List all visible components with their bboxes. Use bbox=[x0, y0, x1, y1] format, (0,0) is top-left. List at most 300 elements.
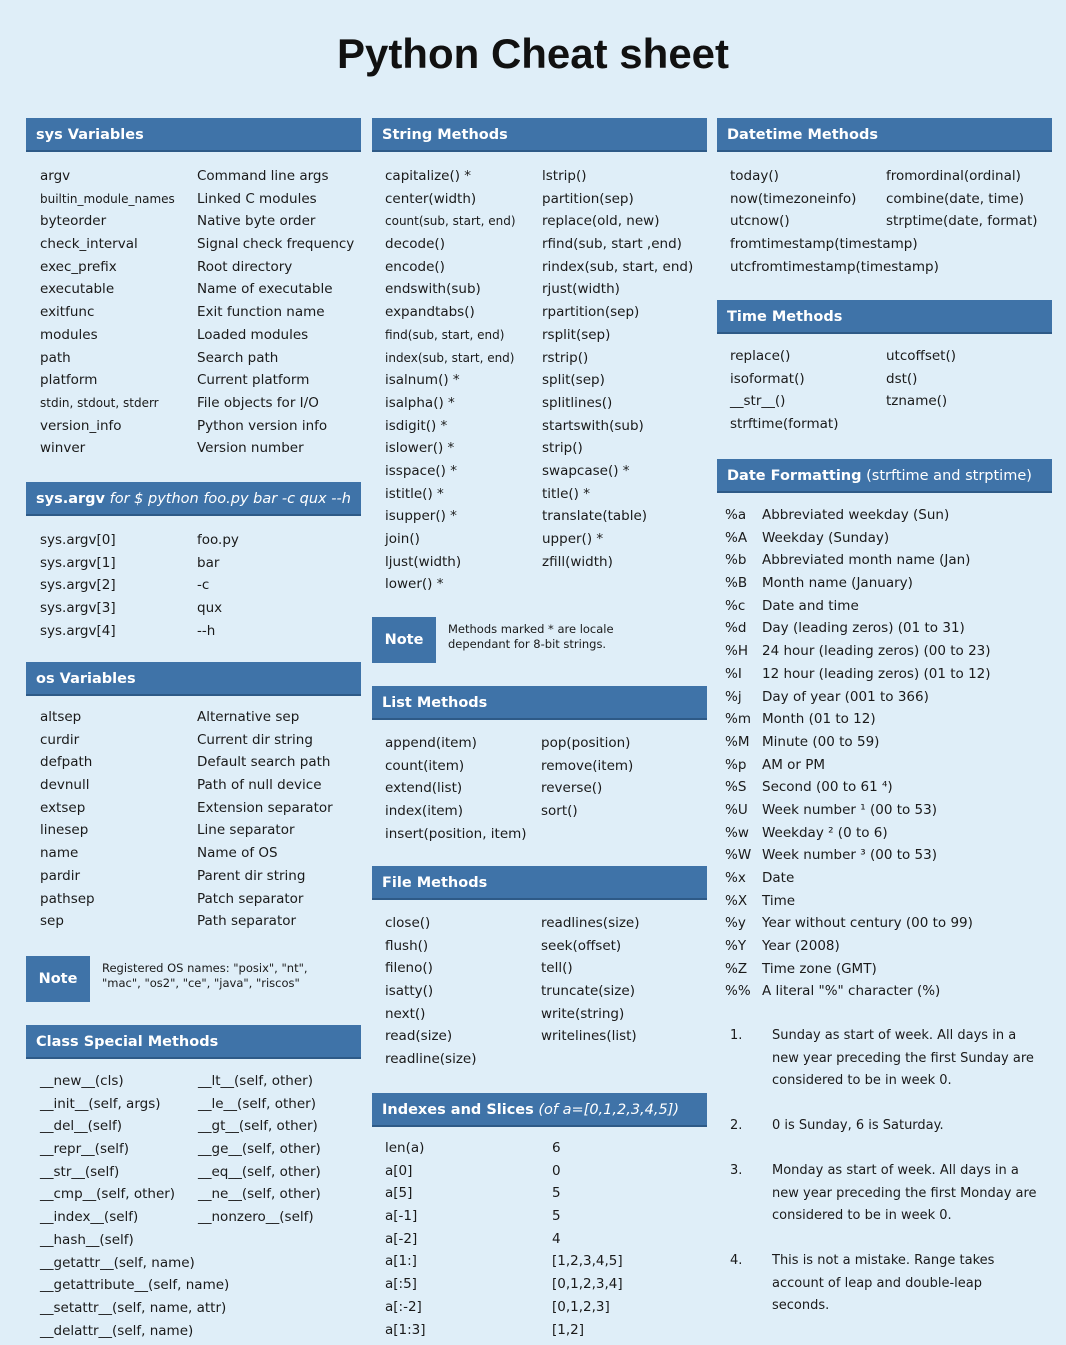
cell-key: %m bbox=[725, 711, 751, 728]
cell-key: %d bbox=[725, 620, 747, 637]
footnote-number: 1. bbox=[730, 1028, 743, 1043]
table-row bbox=[717, 504, 1052, 527]
section-header bbox=[717, 459, 1052, 493]
cell-key: expandtabs() bbox=[385, 304, 475, 321]
table-row bbox=[372, 980, 707, 1003]
cell-key: __repr__(self) bbox=[40, 1141, 130, 1158]
cell-value: split(sep) bbox=[542, 372, 605, 389]
table-row bbox=[372, 551, 707, 574]
table-row bbox=[26, 1161, 361, 1184]
table-row bbox=[372, 957, 707, 980]
cell-key: %I bbox=[725, 665, 742, 682]
cell-key: count(item) bbox=[385, 757, 465, 774]
table-row bbox=[717, 256, 1052, 279]
sys-argv-section bbox=[26, 482, 361, 642]
table-row bbox=[372, 823, 707, 846]
cell-key: exitfunc bbox=[40, 304, 95, 321]
cell-value: translate(table) bbox=[542, 508, 648, 525]
table-row bbox=[26, 233, 361, 256]
cell-value: Minute (00 to 59) bbox=[762, 733, 880, 750]
cell-value: 4 bbox=[552, 1230, 561, 1247]
table-row bbox=[372, 1228, 707, 1251]
cell-value: Linked C modules bbox=[197, 190, 317, 207]
cell-key: a[-2] bbox=[385, 1230, 418, 1247]
cell-value: utcoffset() bbox=[886, 348, 956, 364]
cell-value: Year without century (00 to 99) bbox=[762, 915, 973, 932]
table-body bbox=[26, 1070, 361, 1342]
cell-key: isalnum() * bbox=[385, 372, 460, 389]
cell-value: Month name (January) bbox=[762, 575, 913, 592]
cell-key: %b bbox=[725, 552, 747, 569]
cell-key: next() bbox=[385, 1005, 426, 1022]
cell-key: stdin, stdout, stderr bbox=[40, 395, 159, 410]
date-formatting-section bbox=[717, 459, 1052, 1003]
cell-key: exec_prefix bbox=[40, 258, 117, 275]
cell-value: reverse() bbox=[541, 780, 603, 797]
cell-value: Day of year (001 to 366) bbox=[762, 688, 929, 705]
cell-key: altsep bbox=[40, 709, 82, 725]
footnote bbox=[730, 1250, 1040, 1318]
cell-key: name bbox=[40, 845, 79, 862]
table-row bbox=[717, 188, 1052, 211]
cell-value: __eq__(self, other) bbox=[198, 1163, 321, 1180]
table-row bbox=[26, 819, 361, 842]
cell-key: utcnow() bbox=[730, 213, 790, 230]
cell-key: %x bbox=[725, 870, 746, 886]
class-methods-section bbox=[26, 1025, 361, 1342]
cell-value: Date bbox=[762, 870, 795, 886]
table-row bbox=[717, 867, 1052, 890]
table-body bbox=[26, 165, 361, 460]
cell-key: isalpha() * bbox=[385, 394, 455, 411]
cell-value: bar bbox=[197, 554, 220, 571]
cell-key: sys.argv[3] bbox=[40, 600, 116, 617]
table-row bbox=[26, 437, 361, 460]
section-header: File Methods bbox=[372, 866, 707, 900]
cell-key: a[1:3] bbox=[385, 1321, 426, 1338]
cell-value: remove(item) bbox=[541, 757, 634, 774]
table-row bbox=[717, 980, 1052, 1003]
cell-key: __hash__(self) bbox=[40, 1231, 134, 1248]
cell-value: pop(position) bbox=[541, 735, 631, 751]
cell-value: Current dir string bbox=[197, 731, 313, 748]
cell-key: find(sub, start, end) bbox=[385, 327, 505, 342]
cell-key: sep bbox=[40, 913, 64, 930]
table-row bbox=[717, 549, 1052, 572]
cell-value: [1,2] bbox=[552, 1321, 585, 1338]
cell-key: %U bbox=[725, 801, 748, 818]
cell-key: isdigit() * bbox=[385, 417, 448, 434]
table-row bbox=[26, 188, 361, 211]
cell-key: a[1:] bbox=[385, 1253, 417, 1270]
footnote bbox=[730, 1025, 1040, 1093]
table-row bbox=[372, 800, 707, 823]
cell-value: Current platform bbox=[197, 372, 310, 389]
table-row bbox=[372, 777, 707, 800]
datetime-methods-section bbox=[717, 118, 1052, 278]
table-body bbox=[372, 1137, 707, 1341]
cell-value: writelines(list) bbox=[541, 1028, 637, 1045]
table-row bbox=[372, 347, 707, 370]
cell-key: islower() * bbox=[385, 440, 455, 457]
cell-value: Weekday ² (0 to 6) bbox=[762, 824, 888, 841]
footnote bbox=[730, 1115, 1040, 1138]
section-header bbox=[372, 1093, 707, 1127]
table-row bbox=[26, 278, 361, 301]
section-header: os Variables bbox=[26, 662, 361, 696]
cell-value: partition(sep) bbox=[542, 190, 634, 207]
cell-value: combine(date, time) bbox=[886, 190, 1025, 207]
table-row bbox=[26, 552, 361, 575]
cell-key: istitle() * bbox=[385, 485, 444, 502]
header-main: Indexes and Slices bbox=[382, 1102, 534, 1118]
cell-value: Signal check frequency bbox=[197, 236, 355, 253]
cell-value: __gt__(self, other) bbox=[198, 1118, 318, 1135]
cell-key: sys.argv[1] bbox=[40, 554, 116, 571]
cell-key: linesep bbox=[40, 822, 89, 839]
table-row bbox=[717, 822, 1052, 845]
cell-key: pathsep bbox=[40, 890, 95, 907]
cell-value: __ge__(self, other) bbox=[198, 1141, 321, 1158]
table-row bbox=[372, 528, 707, 551]
table-row bbox=[372, 1273, 707, 1296]
cell-value: [1,2,3,4,5] bbox=[552, 1253, 623, 1270]
table-row bbox=[717, 912, 1052, 935]
footnote-text: This is not a mistake. Range takes account of leap and double-leap seconds. bbox=[772, 1252, 995, 1314]
table-row bbox=[372, 732, 707, 755]
cell-key: builtin_module_names bbox=[40, 191, 175, 206]
table-body bbox=[717, 504, 1052, 1003]
cell-key: count(sub, start, end) bbox=[385, 214, 516, 229]
cell-value: upper() * bbox=[542, 531, 604, 547]
table-body bbox=[372, 165, 707, 596]
cell-key: center(width) bbox=[385, 190, 477, 207]
table-row bbox=[717, 935, 1052, 958]
header-main: sys.argv bbox=[36, 491, 105, 507]
table-row bbox=[26, 597, 361, 620]
section-header: Time Methods bbox=[717, 300, 1052, 334]
cell-value: Time bbox=[762, 892, 796, 909]
cell-key: sys.argv[2] bbox=[40, 577, 116, 594]
table-row bbox=[26, 910, 361, 933]
cell-key: devnull bbox=[40, 777, 90, 794]
cell-value: strptime(date, format) bbox=[886, 213, 1038, 230]
cell-value: Loaded modules bbox=[197, 326, 309, 343]
cell-key: decode() bbox=[385, 236, 445, 253]
table-row bbox=[26, 1093, 361, 1116]
table-row bbox=[372, 1250, 707, 1273]
table-row bbox=[26, 165, 361, 188]
string-note bbox=[372, 617, 707, 663]
table-row bbox=[372, 1296, 707, 1319]
cell-key: utcfromtimestamp(timestamp) bbox=[730, 258, 939, 275]
cell-key: fromtimestamp(timestamp) bbox=[730, 236, 918, 253]
cell-key: %% bbox=[725, 983, 751, 1000]
cell-key: fileno() bbox=[385, 960, 433, 977]
section-header bbox=[26, 482, 361, 516]
cell-key: defpath bbox=[40, 754, 93, 771]
cell-key: isupper() * bbox=[385, 508, 457, 525]
table-row bbox=[372, 188, 707, 211]
cell-value: tzname() bbox=[886, 393, 948, 410]
cell-value: Week number ³ (00 to 53) bbox=[762, 847, 937, 864]
table-row bbox=[717, 617, 1052, 640]
cell-key: %j bbox=[725, 688, 742, 705]
table-row bbox=[372, 278, 707, 301]
table-row bbox=[717, 731, 1052, 754]
table-body bbox=[26, 706, 361, 933]
cell-key: extend(list) bbox=[385, 780, 463, 797]
table-row bbox=[372, 935, 707, 958]
cell-value: rjust(width) bbox=[542, 281, 620, 298]
cell-key: platform bbox=[40, 372, 98, 389]
table-row bbox=[717, 390, 1052, 413]
table-row bbox=[26, 1138, 361, 1161]
table-row bbox=[26, 842, 361, 865]
cell-key: isspace() * bbox=[385, 462, 457, 479]
footnote-text: 0 is Sunday, 6 is Saturday. bbox=[772, 1118, 944, 1134]
cell-value: Line separator bbox=[197, 822, 295, 839]
table-row bbox=[717, 890, 1052, 913]
cell-value: Weekday (Sunday) bbox=[762, 529, 890, 546]
table-row bbox=[26, 729, 361, 752]
cell-value: dst() bbox=[886, 370, 918, 387]
cell-key: executable bbox=[40, 281, 115, 298]
cell-value: Parent dir string bbox=[197, 867, 306, 884]
table-row bbox=[372, 1003, 707, 1026]
cell-key: check_interval bbox=[40, 236, 138, 253]
cell-value: Abbreviated weekday (Sun) bbox=[762, 507, 950, 523]
table-row bbox=[26, 347, 361, 370]
table-row bbox=[717, 708, 1052, 731]
note-label: Note bbox=[372, 617, 436, 663]
cell-key: len(a) bbox=[385, 1140, 425, 1156]
cell-key: version_info bbox=[40, 417, 122, 434]
cell-value: Name of executable bbox=[197, 281, 333, 298]
footnote-text: Monday as start of week. All days in a new year preceding the first Monday are considered to be in week 0. bbox=[772, 1162, 1037, 1224]
cell-key: %y bbox=[725, 915, 746, 932]
table-row bbox=[372, 392, 707, 415]
indexes-section bbox=[372, 1093, 707, 1341]
cell-key: a[5] bbox=[385, 1185, 413, 1202]
table-row bbox=[26, 574, 361, 597]
table-row bbox=[372, 324, 707, 347]
cell-key: a[0] bbox=[385, 1162, 413, 1179]
cell-value: Time zone (GMT) bbox=[762, 960, 877, 977]
cell-value: Date and time bbox=[762, 597, 859, 614]
table-body bbox=[372, 912, 707, 1071]
table-row bbox=[717, 663, 1052, 686]
table-row bbox=[717, 368, 1052, 391]
cell-value: Month (01 to 12) bbox=[762, 711, 876, 728]
table-row bbox=[717, 345, 1052, 368]
cell-key: __getattr__(self, name) bbox=[40, 1254, 195, 1271]
cell-value: __lt__(self, other) bbox=[198, 1073, 313, 1089]
cell-value: Year (2008) bbox=[762, 938, 840, 955]
table-row bbox=[717, 640, 1052, 663]
table-row bbox=[26, 324, 361, 347]
table-row bbox=[26, 256, 361, 279]
table-row bbox=[717, 754, 1052, 777]
cell-value: 5 bbox=[552, 1208, 561, 1225]
table-row bbox=[717, 165, 1052, 188]
cell-value: Root directory bbox=[197, 258, 293, 275]
cell-value: 0 bbox=[552, 1162, 561, 1179]
table-row bbox=[372, 1319, 707, 1342]
table-row bbox=[26, 888, 361, 911]
cell-value: Patch separator bbox=[197, 890, 304, 907]
section-header: Datetime Methods bbox=[717, 118, 1052, 152]
cell-key: __getattribute__(self, name) bbox=[40, 1277, 230, 1294]
cell-key: sys.argv[4] bbox=[40, 622, 116, 639]
table-row bbox=[26, 865, 361, 888]
cell-value: startswith(sub) bbox=[542, 417, 644, 434]
cell-key: argv bbox=[40, 168, 71, 184]
cell-key: close() bbox=[385, 915, 431, 931]
cell-key: __delattr__(self, name) bbox=[40, 1322, 194, 1339]
table-row bbox=[372, 460, 707, 483]
cell-value: seek(offset) bbox=[541, 937, 622, 954]
table-row bbox=[372, 1048, 707, 1071]
table-row bbox=[717, 958, 1052, 981]
table-row bbox=[26, 301, 361, 324]
table-row bbox=[26, 392, 361, 415]
cell-key: %a bbox=[725, 507, 747, 523]
cell-key: read(size) bbox=[385, 1028, 453, 1045]
cell-value: rindex(sub, start, end) bbox=[542, 258, 694, 275]
table-row bbox=[717, 210, 1052, 233]
cell-key: byteorder bbox=[40, 213, 107, 230]
cell-key: a[:-2] bbox=[385, 1298, 422, 1315]
table-row bbox=[717, 527, 1052, 550]
header-sub: (of a=[0,1,2,3,4,5]) bbox=[533, 1102, 680, 1118]
table-row bbox=[26, 706, 361, 729]
cell-key: modules bbox=[40, 326, 98, 343]
cell-key: __init__(self, args) bbox=[40, 1095, 161, 1112]
table-row bbox=[372, 369, 707, 392]
table-body bbox=[372, 732, 707, 845]
table-row bbox=[372, 415, 707, 438]
table-row bbox=[717, 776, 1052, 799]
table-row bbox=[26, 1274, 361, 1297]
table-row bbox=[372, 233, 707, 256]
cell-value: Week number ¹ (00 to 53) bbox=[762, 801, 937, 818]
table-row bbox=[26, 1229, 361, 1252]
cell-key: a[:5] bbox=[385, 1276, 417, 1293]
cell-value: title() * bbox=[542, 485, 590, 502]
cell-value: Version number bbox=[197, 440, 304, 457]
cell-value: Day (leading zeros) (01 to 31) bbox=[762, 620, 965, 637]
cell-key: curdir bbox=[40, 731, 80, 748]
table-row bbox=[26, 751, 361, 774]
cell-key: replace() bbox=[730, 348, 791, 364]
cell-value: __le__(self, other) bbox=[198, 1095, 316, 1112]
cell-key: %H bbox=[725, 643, 748, 660]
cell-value: Extension separator bbox=[197, 799, 333, 816]
cell-value: A literal "%" character (%) bbox=[762, 983, 941, 1000]
table-row bbox=[26, 1320, 361, 1343]
cell-key: strftime(format) bbox=[730, 416, 839, 433]
cell-value: [0,1,2,3] bbox=[552, 1298, 610, 1315]
cell-key: insert(position, item) bbox=[385, 825, 527, 842]
cell-value: replace(old, new) bbox=[542, 213, 660, 230]
table-row bbox=[26, 1070, 361, 1093]
cell-value: Default search path bbox=[197, 754, 331, 771]
cell-value: fromordinal(ordinal) bbox=[886, 168, 1021, 184]
table-row bbox=[372, 1205, 707, 1228]
table-row bbox=[26, 1297, 361, 1320]
os-variables-section bbox=[26, 662, 361, 933]
cell-value: Second (00 to 61 ⁴) bbox=[762, 779, 893, 796]
cell-value: rpartition(sep) bbox=[542, 304, 640, 321]
cell-value: lstrip() bbox=[542, 168, 587, 184]
cell-value: qux bbox=[197, 600, 223, 617]
table-body bbox=[26, 529, 361, 642]
table-row bbox=[372, 210, 707, 233]
cell-value: truncate(size) bbox=[541, 983, 635, 1000]
cell-key: ljust(width) bbox=[385, 553, 462, 570]
table-row bbox=[717, 413, 1052, 436]
table-row bbox=[372, 912, 707, 935]
table-row bbox=[26, 620, 361, 643]
table-row bbox=[372, 437, 707, 460]
table-row bbox=[372, 165, 707, 188]
cell-value: 12 hour (leading zeros) (01 to 12) bbox=[762, 665, 991, 682]
os-note bbox=[26, 956, 361, 1002]
footnote-text: Sunday as start of week. All days in a new year preceding the first Sunday are considered to be in week 0. bbox=[772, 1028, 1034, 1089]
footnotes bbox=[730, 1025, 1040, 1340]
table-row bbox=[717, 686, 1052, 709]
cell-key: %B bbox=[725, 575, 748, 592]
table-row bbox=[717, 572, 1052, 595]
cell-key: path bbox=[40, 349, 71, 366]
cell-value: foo.py bbox=[197, 532, 239, 548]
cell-key: %S bbox=[725, 779, 747, 796]
cell-value: [0,1,2,3,4] bbox=[552, 1276, 623, 1293]
cell-key: a[-1] bbox=[385, 1208, 418, 1225]
cell-key: now(timezoneinfo) bbox=[730, 190, 857, 207]
sys-variables-section bbox=[26, 118, 361, 460]
cell-key: endswith(sub) bbox=[385, 281, 481, 298]
table-row bbox=[26, 797, 361, 820]
cell-key: __cmp__(self, other) bbox=[40, 1186, 176, 1203]
cell-value: --h bbox=[197, 622, 216, 639]
cell-key: encode() bbox=[385, 258, 445, 275]
cell-value: AM or PM bbox=[762, 756, 826, 773]
cell-key: %c bbox=[725, 597, 746, 614]
cell-key: isatty() bbox=[385, 983, 434, 1000]
section-header: Class Special Methods bbox=[26, 1025, 361, 1059]
cell-key: %M bbox=[725, 733, 750, 750]
cell-key: __str__(self) bbox=[40, 1163, 120, 1180]
table-row bbox=[372, 301, 707, 324]
cell-key: index(sub, start, end) bbox=[385, 350, 515, 365]
table-row bbox=[717, 844, 1052, 867]
table-row bbox=[26, 1252, 361, 1275]
string-methods-section bbox=[372, 118, 707, 596]
cell-value: tell() bbox=[541, 960, 573, 977]
note-text: Methods marked * are locale dependant for 8-bit strings. bbox=[448, 622, 614, 651]
cell-key: %Y bbox=[725, 938, 747, 955]
cell-key: %w bbox=[725, 824, 749, 841]
cell-key: sys.argv[0] bbox=[40, 532, 116, 548]
cell-key: extsep bbox=[40, 799, 86, 816]
table-row bbox=[26, 1183, 361, 1206]
cell-key: winver bbox=[40, 440, 86, 457]
table-row bbox=[372, 483, 707, 506]
table-row bbox=[26, 1115, 361, 1138]
cell-value: Name of OS bbox=[197, 845, 278, 862]
